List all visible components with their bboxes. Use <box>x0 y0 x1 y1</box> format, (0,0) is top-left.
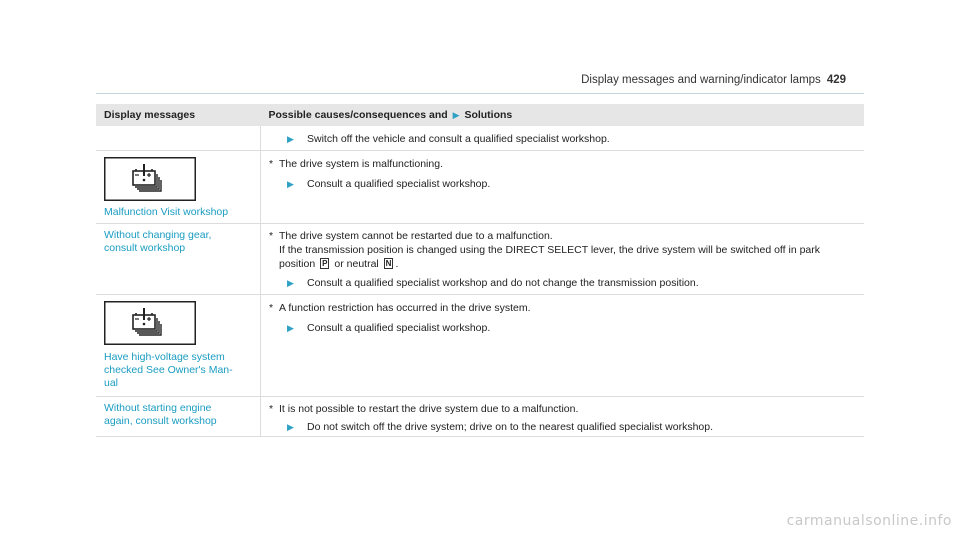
solution-step: ▶ Consult a qualified specialist workshop and do not change the transmission position. <box>287 276 699 289</box>
watermark: carmanualsonline.info <box>786 513 952 529</box>
arrow-right-icon: ▶ <box>287 134 294 144</box>
high-voltage-battery-warning-icon <box>104 301 196 348</box>
solution-step: ▶ Consult a qualified specialist workshop. <box>287 321 491 334</box>
arrow-right-icon: ▶ <box>452 110 460 120</box>
col-header-causes: Possible causes/consequences and ▶ Solutions <box>261 104 865 126</box>
solution-cell <box>261 223 865 294</box>
page-number: 429 <box>826 74 846 86</box>
solution-step: ▶ Do not switch off the drive system; drive on to the nearest qualified specialist workshop. <box>287 420 714 433</box>
table-row <box>96 126 864 150</box>
table-header-row <box>96 104 864 126</box>
solution-cell <box>261 294 865 396</box>
asterisk: * <box>269 402 274 415</box>
asterisk: * <box>269 229 274 242</box>
cause-text: * The drive system cannot be restarted due to a malfunction. <box>269 229 553 242</box>
asterisk: * <box>269 301 274 314</box>
table-row <box>96 150 864 223</box>
message-text: Have high-voltage system checked See Owner's Man- ual <box>104 350 233 389</box>
high-voltage-battery-warning-icon <box>104 157 196 204</box>
solution-step: ▶ Switch off the vehicle and consult a qualified specialist workshop. <box>287 133 610 145</box>
cause-text: * It is not possible to restart the drive system due to a malfunction. <box>269 402 579 415</box>
message-text: Malfunction Visit workshop <box>104 205 229 218</box>
table-row <box>96 396 864 436</box>
arrow-right-icon: ▶ <box>287 277 294 288</box>
message-cell <box>96 126 261 150</box>
asterisk: * <box>269 157 274 170</box>
message-cell <box>96 396 261 436</box>
message-cell <box>96 294 261 396</box>
col-header-display-messages: Display messages <box>96 104 261 126</box>
display-messages-table <box>96 104 864 437</box>
header-rule <box>96 93 864 94</box>
running-header <box>581 74 846 86</box>
arrow-right-icon: ▶ <box>287 421 294 432</box>
gear-p-symbol: P <box>322 258 328 268</box>
solution-cell <box>261 396 865 436</box>
table-row <box>96 294 864 396</box>
table-row <box>96 223 864 294</box>
solution-step: ▶ Consult a qualified specialist workshop. <box>287 177 491 190</box>
arrow-right-icon: ▶ <box>287 178 294 189</box>
cause-detail: If the transmission position is changed using the DIRECT SELECT lever, the drive system will be switched off in park <box>279 243 821 256</box>
header-title: Display messages and warning/indicator lamps <box>581 74 821 86</box>
arrow-right-icon: ▶ <box>287 322 294 333</box>
message-cell <box>96 150 261 223</box>
cause-text: * A function restriction has occurred in the drive system. <box>269 301 531 314</box>
cause-detail: position P or neutral N . <box>279 257 399 270</box>
message-cell <box>96 223 261 294</box>
solution-cell <box>261 150 865 223</box>
message-text: Without starting engine again, consult workshop <box>104 401 217 427</box>
gear-n-symbol: N <box>385 258 392 268</box>
cause-text: * The drive system is malfunctioning. <box>269 157 443 170</box>
message-text: Without changing gear, consult workshop <box>104 228 212 254</box>
solution-cell <box>261 126 865 150</box>
